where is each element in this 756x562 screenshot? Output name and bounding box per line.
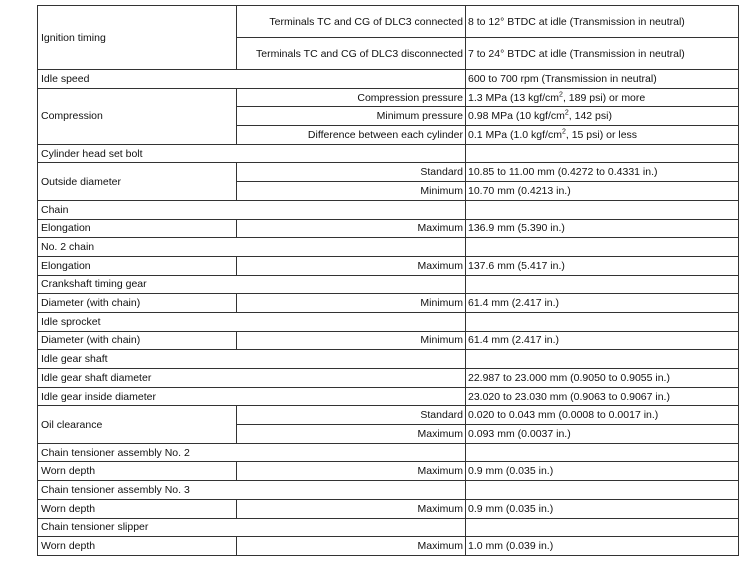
value-text: , 189 psi) or more	[562, 91, 646, 104]
superscript: 2	[559, 91, 563, 99]
spec-value: 8 to 12° BTDC at idle (Transmission in neutral)	[466, 6, 739, 38]
spec-value: 23.020 to 23.030 mm (0.9063 to 0.9067 in.)	[466, 387, 739, 406]
empty-cell	[466, 238, 739, 257]
table-row	[38, 406, 739, 425]
spec-label: Idle gear shaft diameter	[38, 369, 466, 388]
spec-label: Worn depth	[38, 537, 237, 556]
table-row	[38, 331, 739, 350]
spec-value: 136.9 mm (5.390 in.)	[466, 219, 739, 238]
spec-condition: Minimum	[237, 182, 466, 201]
empty-cell	[466, 200, 739, 219]
spec-condition: Maximum	[237, 499, 466, 518]
spec-condition: Difference between each cylinder	[237, 126, 466, 145]
empty-cell	[466, 350, 739, 369]
table-row	[38, 350, 739, 369]
spec-label: Idle gear inside diameter	[38, 387, 466, 406]
spec-label: Elongation	[38, 256, 237, 275]
specification-table	[37, 5, 739, 556]
table-row	[38, 163, 739, 182]
section-heading: Idle gear shaft	[38, 350, 466, 369]
spec-label: Ignition timing	[38, 6, 237, 70]
spec-value: 61.4 mm (2.417 in.)	[466, 331, 739, 350]
spec-condition: Minimum	[237, 294, 466, 313]
table-row	[38, 200, 739, 219]
superscript: 2	[561, 128, 566, 136]
superscript: 2	[564, 109, 569, 117]
section-heading: Chain tensioner assembly No. 2	[38, 443, 466, 462]
table-row	[38, 70, 739, 89]
spec-value: 0.093 mm (0.0037 in.)	[466, 425, 739, 444]
spec-value: 10.85 to 11.00 mm (0.4272 to 0.4331 in.)	[466, 163, 739, 182]
spec-label: Diameter (with chain)	[38, 294, 237, 313]
table-row	[38, 294, 739, 313]
spec-label: Worn depth	[38, 499, 237, 518]
spec-value	[466, 107, 739, 126]
spec-value: 0.020 to 0.043 mm (0.0008 to 0.0017 in.)	[466, 406, 739, 425]
section-heading: Cylinder head set bolt	[38, 144, 466, 163]
table-row	[38, 369, 739, 388]
value-text: 0.1 MPa (1.0 kgf/cm	[468, 128, 562, 141]
table-row	[38, 462, 739, 481]
spec-value: 1.0 mm (0.039 in.)	[466, 537, 739, 556]
spec-value	[466, 88, 739, 107]
spec-condition: Compression pressure	[237, 88, 466, 107]
spec-condition: Maximum	[237, 462, 466, 481]
spec-label: Worn depth	[38, 462, 237, 481]
spec-value: 600 to 700 rpm (Transmission in neutral)	[466, 70, 739, 89]
spec-condition: Maximum	[237, 219, 466, 238]
table-row	[38, 387, 739, 406]
spec-label: Outside diameter	[38, 163, 237, 200]
spec-value: 10.70 mm (0.4213 in.)	[466, 182, 739, 201]
spec-condition: Minimum	[237, 331, 466, 350]
table-row	[38, 238, 739, 257]
spec-label: Diameter (with chain)	[38, 331, 237, 350]
table-row	[38, 499, 739, 518]
spec-condition: Terminals TC and CG of DLC3 disconnected	[237, 38, 466, 70]
spec-condition: Minimum pressure	[237, 107, 466, 126]
table-row	[38, 6, 739, 38]
value-text: , 142 psi)	[568, 110, 612, 123]
spec-condition: Standard	[237, 406, 466, 425]
table-row	[38, 518, 739, 537]
section-heading: Chain tensioner assembly No. 3	[38, 481, 466, 500]
empty-cell	[466, 481, 739, 500]
empty-cell	[466, 518, 739, 537]
table-row	[38, 537, 739, 556]
value-text: , 15 psi) or less	[565, 128, 638, 141]
empty-cell	[466, 275, 739, 294]
spec-condition: Standard	[237, 163, 466, 182]
section-heading: Chain tensioner slipper	[38, 518, 466, 537]
value-text: 1.3 MPa (13 kgf/cm	[468, 91, 560, 104]
section-heading: Idle sprocket	[38, 312, 466, 331]
spec-label: Oil clearance	[38, 406, 237, 443]
value-text: 0.98 MPa (10 kgf/cm	[468, 110, 565, 123]
spec-condition: Maximum	[237, 256, 466, 275]
table-row	[38, 88, 739, 107]
spec-condition: Terminals TC and CG of DLC3 connected	[237, 6, 466, 38]
empty-cell	[466, 312, 739, 331]
spec-label: Elongation	[38, 219, 237, 238]
table-row	[38, 481, 739, 500]
spec-value: 0.9 mm (0.035 in.)	[466, 499, 739, 518]
spec-value: 0.9 mm (0.035 in.)	[466, 462, 739, 481]
spec-label: Compression	[38, 88, 237, 144]
table-row	[38, 312, 739, 331]
spec-value: 7 to 24° BTDC at idle (Transmission in neutral)	[466, 38, 739, 70]
empty-cell	[466, 144, 739, 163]
table-row	[38, 443, 739, 462]
spec-value	[466, 126, 739, 145]
table-row	[38, 256, 739, 275]
table-row	[38, 275, 739, 294]
table-row	[38, 219, 739, 238]
section-heading: Crankshaft timing gear	[38, 275, 466, 294]
spec-value: 137.6 mm (5.417 in.)	[466, 256, 739, 275]
spec-label: Idle speed	[38, 70, 466, 89]
empty-cell	[466, 443, 739, 462]
table-row	[38, 144, 739, 163]
section-heading: No. 2 chain	[38, 238, 466, 257]
spec-condition: Maximum	[237, 425, 466, 444]
spec-value: 22.987 to 23.000 mm (0.9050 to 0.9055 in.)	[466, 369, 739, 388]
spec-value: 61.4 mm (2.417 in.)	[466, 294, 739, 313]
section-heading: Chain	[38, 200, 466, 219]
spec-condition: Maximum	[237, 537, 466, 556]
